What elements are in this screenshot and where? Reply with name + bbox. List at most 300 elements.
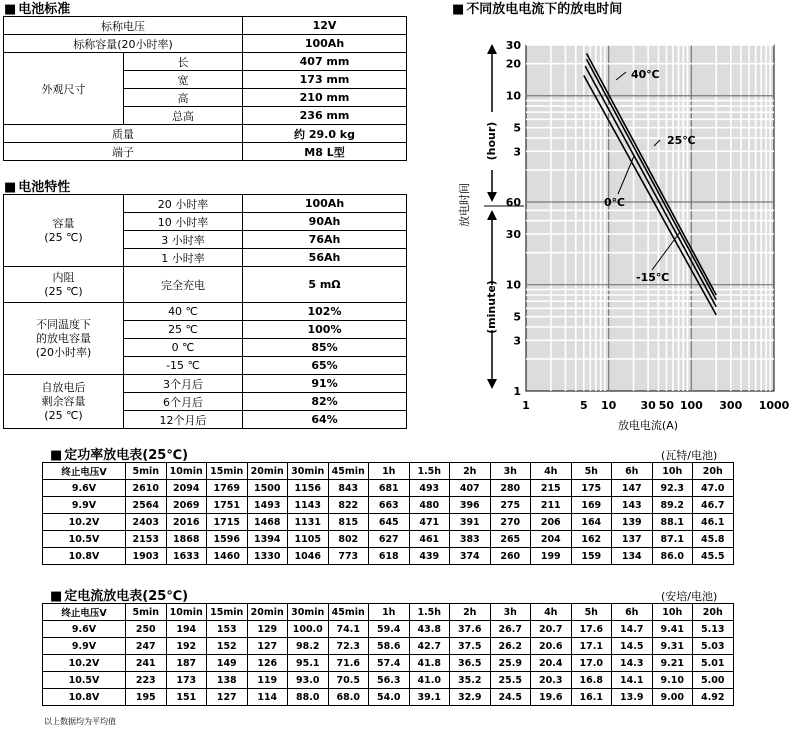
header-cell: 5h	[571, 463, 612, 480]
header-cell: 终止电压V	[43, 604, 126, 621]
table-cell: 187	[166, 655, 207, 672]
capacity-rate: 10 小时率	[124, 213, 243, 231]
table-row	[43, 531, 734, 548]
capacity-rate: 20 小时率	[124, 195, 243, 213]
y-unit-minute: (minute)	[485, 280, 498, 334]
table-cell: 71.6	[328, 655, 369, 672]
table-cell: 57.4	[369, 655, 410, 672]
characteristics-table	[3, 194, 407, 429]
table-cell: 36.5	[450, 655, 491, 672]
table-cell: 14.7	[612, 621, 653, 638]
table-row	[43, 480, 734, 497]
table-cell: 2403	[126, 514, 167, 531]
table-cell: 92.3	[652, 480, 693, 497]
y-tick-label-minute: 3	[513, 334, 521, 348]
table-header-row	[43, 463, 734, 480]
current-table-body	[43, 621, 734, 706]
table-cell: 138	[207, 672, 248, 689]
table-cell: 93.0	[288, 672, 329, 689]
capacity-row	[4, 195, 407, 213]
table-cell: 86.0	[652, 548, 693, 565]
y-tick-label-hour: 3	[513, 145, 521, 159]
spec-table	[3, 16, 407, 161]
table-cell: 2016	[166, 514, 207, 531]
header-cell: 30min	[288, 463, 329, 480]
table-row	[43, 514, 734, 531]
spec-label: 端子	[4, 143, 243, 161]
table-cell: 247	[126, 638, 167, 655]
temperature-capacity: 102%	[243, 303, 407, 321]
y-tick-label-hour: 5	[513, 121, 521, 135]
x-tick-label: 300	[719, 399, 743, 412]
temperature-capacity: 100%	[243, 321, 407, 339]
table-row	[43, 548, 734, 565]
table-cell: 5.13	[693, 621, 734, 638]
spec-value: 12V	[243, 17, 407, 35]
table-cell: 14.1	[612, 672, 653, 689]
cutoff-voltage-cell: 10.5V	[43, 672, 126, 689]
temperature-capacity: 85%	[243, 339, 407, 357]
table-cell: 164	[571, 514, 612, 531]
table-cell: 199	[531, 548, 572, 565]
series-label-neg15c: -15℃	[636, 271, 670, 284]
table-cell: 480	[409, 497, 450, 514]
table-cell: 119	[247, 672, 288, 689]
table-cell: 25.5	[490, 672, 531, 689]
dimension-label: 高	[124, 89, 243, 107]
header-cell: 1h	[369, 604, 410, 621]
table-cell: 5.03	[693, 638, 734, 655]
table-cell: 45.8	[693, 531, 734, 548]
cutoff-voltage-cell: 10.2V	[43, 514, 126, 531]
temperature-value-label: -15 ℃	[124, 357, 243, 375]
characteristics-title: ■ 电池特性	[4, 176, 70, 195]
header-cell: 10h	[652, 604, 693, 621]
table-cell: 9.41	[652, 621, 693, 638]
table-cell: 773	[328, 548, 369, 565]
table-cell: 1868	[166, 531, 207, 548]
spec-row-capacity	[4, 35, 407, 53]
table-cell: 211	[531, 497, 572, 514]
cutoff-voltage-cell: 9.9V	[43, 638, 126, 655]
table-cell: 1460	[207, 548, 248, 565]
table-cell: 1493	[247, 497, 288, 514]
table-cell: 1751	[207, 497, 248, 514]
header-cell: 5min	[126, 463, 167, 480]
capacity-label: 容量 (25 ℃)	[4, 195, 124, 267]
table-cell: 204	[531, 531, 572, 548]
table-cell: 645	[369, 514, 410, 531]
table-cell: 1769	[207, 480, 248, 497]
table-cell: 37.6	[450, 621, 491, 638]
table-cell: 280	[490, 480, 531, 497]
header-cell: 10h	[652, 463, 693, 480]
header-cell: 6h	[612, 463, 653, 480]
table-cell: 2564	[126, 497, 167, 514]
table-cell: 114	[247, 689, 288, 706]
spec-label: 标称容量(20小时率)	[4, 35, 243, 53]
table-cell: 127	[207, 689, 248, 706]
table-cell: 802	[328, 531, 369, 548]
table-cell: 16.8	[571, 672, 612, 689]
table-cell: 9.10	[652, 672, 693, 689]
table-cell: 56.3	[369, 672, 410, 689]
dimension-value: 210 mm	[243, 89, 407, 107]
resistance-condition: 完全充电	[124, 267, 243, 303]
table-cell: 14.3	[612, 655, 653, 672]
table-cell: 1330	[247, 548, 288, 565]
spec-label: 标称电压	[4, 17, 243, 35]
resistance-row	[4, 267, 407, 303]
resistance-label: 内阻 (25 ℃)	[4, 267, 124, 303]
power-table	[42, 462, 734, 565]
cutoff-voltage-cell: 10.8V	[43, 689, 126, 706]
table-cell: 72.3	[328, 638, 369, 655]
table-cell: 147	[612, 480, 653, 497]
table-cell: 47.0	[693, 480, 734, 497]
capacity-value: 56Ah	[243, 249, 407, 267]
table-cell: 17.6	[571, 621, 612, 638]
table-cell: 13.9	[612, 689, 653, 706]
table-cell: 822	[328, 497, 369, 514]
table-cell: 126	[247, 655, 288, 672]
table-cell: 843	[328, 480, 369, 497]
table-cell: 9.00	[652, 689, 693, 706]
temperature-label: 不同温度下 的放电容量 (20小时率)	[4, 303, 124, 375]
table-cell: 1468	[247, 514, 288, 531]
cutoff-voltage-cell: 9.9V	[43, 497, 126, 514]
table-cell: 32.9	[450, 689, 491, 706]
header-cell: 1h	[369, 463, 410, 480]
table-cell: 59.4	[369, 621, 410, 638]
table-cell: 1131	[288, 514, 329, 531]
table-row	[43, 638, 734, 655]
table-cell: 195	[126, 689, 167, 706]
table-cell: 24.5	[490, 689, 531, 706]
table-cell: 46.1	[693, 514, 734, 531]
table-cell: 1105	[288, 531, 329, 548]
self-discharge-value: 91%	[243, 375, 407, 393]
temperature-row	[4, 303, 407, 321]
table-row	[43, 655, 734, 672]
table-cell: 16.1	[571, 689, 612, 706]
table-cell: 68.0	[328, 689, 369, 706]
spec-row-voltage	[4, 17, 407, 35]
temperature-value-label: 40 ℃	[124, 303, 243, 321]
table-cell: 87.1	[652, 531, 693, 548]
table-cell: 42.7	[409, 638, 450, 655]
table-cell: 95.1	[288, 655, 329, 672]
header-cell: 3h	[490, 604, 531, 621]
current-table	[42, 603, 734, 706]
table-cell: 89.2	[652, 497, 693, 514]
table-cell: 241	[126, 655, 167, 672]
table-cell: 5.00	[693, 672, 734, 689]
header-cell: 4h	[531, 463, 572, 480]
power-table-title: ■ 定功率放电表(25℃)	[50, 444, 188, 463]
header-cell: 2h	[450, 463, 491, 480]
table-cell: 1046	[288, 548, 329, 565]
table-row	[43, 621, 734, 638]
table-cell: 46.7	[693, 497, 734, 514]
cutoff-voltage-cell: 10.5V	[43, 531, 126, 548]
header-cell: 1.5h	[409, 604, 450, 621]
table-cell: 58.6	[369, 638, 410, 655]
table-cell: 250	[126, 621, 167, 638]
table-cell: 493	[409, 480, 450, 497]
x-tick-label: 100	[679, 399, 703, 412]
self-discharge-value: 82%	[243, 393, 407, 411]
table-cell: 9.21	[652, 655, 693, 672]
temperature-value-label: 25 ℃	[124, 321, 243, 339]
table-cell: 1596	[207, 531, 248, 548]
x-tick-label: 5	[579, 399, 588, 412]
header-cell: 5min	[126, 604, 167, 621]
table-cell: 2610	[126, 480, 167, 497]
table-cell: 1633	[166, 548, 207, 565]
cutoff-voltage-cell: 9.6V	[43, 480, 126, 497]
series-label-0c: 0℃	[604, 196, 625, 209]
table-cell: 74.1	[328, 621, 369, 638]
table-cell: 270	[490, 514, 531, 531]
table-cell: 471	[409, 514, 450, 531]
table-cell: 129	[247, 621, 288, 638]
table-cell: 20.7	[531, 621, 572, 638]
current-table-unit: (安培/电池)	[661, 590, 718, 603]
table-cell: 41.0	[409, 672, 450, 689]
capacity-value: 76Ah	[243, 231, 407, 249]
spec-row-terminal	[4, 143, 407, 161]
dimension-label: 宽	[124, 71, 243, 89]
header-cell: 1.5h	[409, 463, 450, 480]
discharge-chart	[440, 20, 797, 440]
table-cell: 19.6	[531, 689, 572, 706]
table-row	[43, 689, 734, 706]
table-cell: 137	[612, 531, 653, 548]
cutoff-voltage-cell: 9.6V	[43, 621, 126, 638]
table-cell: 1394	[247, 531, 288, 548]
y-tick-label-hour: 20	[505, 57, 521, 71]
power-table-body	[43, 480, 734, 565]
table-cell: 5.01	[693, 655, 734, 672]
spec-value: 100Ah	[243, 35, 407, 53]
spec-value: M8 L型	[243, 143, 407, 161]
cutoff-voltage-cell: 10.2V	[43, 655, 126, 672]
table-cell: 1143	[288, 497, 329, 514]
spec-row-dimension	[4, 53, 407, 71]
header-cell: 20h	[693, 463, 734, 480]
spec-row-mass	[4, 125, 407, 143]
chart-title: ■ 不同放电电流下的放电时间	[452, 0, 622, 17]
table-cell: 206	[531, 514, 572, 531]
table-cell: 192	[166, 638, 207, 655]
table-cell: 26.2	[490, 638, 531, 655]
series-label-25c: 25℃	[667, 134, 696, 147]
header-cell: 15min	[207, 604, 248, 621]
table-cell: 127	[247, 638, 288, 655]
table-cell: 439	[409, 548, 450, 565]
table-cell: 17.0	[571, 655, 612, 672]
dimension-value: 407 mm	[243, 53, 407, 71]
table-cell: 88.0	[288, 689, 329, 706]
header-cell: 5h	[571, 604, 612, 621]
table-cell: 260	[490, 548, 531, 565]
y-tick-label-minute: 30	[505, 227, 521, 241]
header-cell: 15min	[207, 463, 248, 480]
table-cell: 20.4	[531, 655, 572, 672]
table-cell: 4.92	[693, 689, 734, 706]
table-cell: 100.0	[288, 621, 329, 638]
dimensions-label: 外观尺寸	[4, 53, 124, 125]
table-cell: 14.5	[612, 638, 653, 655]
x-tick-label: 30	[640, 399, 656, 412]
table-cell: 2069	[166, 497, 207, 514]
self-discharge-period: 3个月后	[124, 375, 243, 393]
self-discharge-period: 6个月后	[124, 393, 243, 411]
capacity-rate: 1 小时率	[124, 249, 243, 267]
table-cell: 17.1	[571, 638, 612, 655]
capacity-rate: 3 小时率	[124, 231, 243, 249]
table-cell: 681	[369, 480, 410, 497]
y-tick-label-minute: 5	[513, 310, 521, 324]
table-cell: 1715	[207, 514, 248, 531]
table-cell: 45.5	[693, 548, 734, 565]
series-label-40c: 40℃	[631, 68, 660, 81]
table-cell: 396	[450, 497, 491, 514]
table-cell: 374	[450, 548, 491, 565]
x-tick-label: 10	[601, 399, 617, 412]
header-cell: 45min	[328, 604, 369, 621]
table-row	[43, 672, 734, 689]
table-cell: 391	[450, 514, 491, 531]
table-cell: 151	[166, 689, 207, 706]
table-cell: 1500	[247, 480, 288, 497]
table-cell: 39.1	[409, 689, 450, 706]
table-cell: 194	[166, 621, 207, 638]
header-cell: 20min	[247, 463, 288, 480]
table-cell: 143	[612, 497, 653, 514]
y-tick-label-minute: 10	[505, 278, 521, 292]
table-header-row	[43, 604, 734, 621]
table-cell: 2094	[166, 480, 207, 497]
table-cell: 169	[571, 497, 612, 514]
self-discharge-row	[4, 375, 407, 393]
temperature-value-label: 0 ℃	[124, 339, 243, 357]
self-discharge-value: 64%	[243, 411, 407, 429]
dimension-label: 长	[124, 53, 243, 71]
table-cell: 223	[126, 672, 167, 689]
capacity-value: 100Ah	[243, 195, 407, 213]
table-cell: 20.6	[531, 638, 572, 655]
table-cell: 43.8	[409, 621, 450, 638]
header-cell: 4h	[531, 604, 572, 621]
y-axis-label: 放电时间	[458, 183, 471, 227]
table-cell: 2153	[126, 531, 167, 548]
header-cell: 45min	[328, 463, 369, 480]
resistance-value: 5 mΩ	[243, 267, 407, 303]
y-tick-label-minute: 1	[513, 385, 521, 398]
table-cell: 815	[328, 514, 369, 531]
y-tick-label-minute: 60	[505, 196, 521, 210]
table-cell: 88.1	[652, 514, 693, 531]
dimension-value: 236 mm	[243, 107, 407, 125]
y-tick-label-hour: 30	[505, 39, 521, 52]
self-discharge-label: 自放电后 剩余容量 (25 ℃)	[4, 375, 124, 429]
power-table-unit: (瓦特/电池)	[661, 449, 718, 462]
table-cell: 70.5	[328, 672, 369, 689]
table-cell: 1903	[126, 548, 167, 565]
x-tick-label: 50	[658, 399, 675, 412]
table-cell: 175	[571, 480, 612, 497]
table-cell: 98.2	[288, 638, 329, 655]
y-tick-label-hour: 10	[505, 89, 521, 103]
footnote: 以上数据均为平均值	[44, 717, 116, 726]
x-axis-label: 放电电流(A)	[617, 419, 679, 432]
temperature-capacity: 65%	[243, 357, 407, 375]
table-cell: 173	[166, 672, 207, 689]
table-cell: 265	[490, 531, 531, 548]
table-cell: 383	[450, 531, 491, 548]
header-cell: 30min	[288, 604, 329, 621]
spec-value: 约 29.0 kg	[243, 125, 407, 143]
table-cell: 25.9	[490, 655, 531, 672]
x-tick-label: 1000	[758, 399, 790, 412]
table-cell: 407	[450, 480, 491, 497]
header-cell: 2h	[450, 604, 491, 621]
spec-label: 质量	[4, 125, 243, 143]
table-cell: 139	[612, 514, 653, 531]
table-cell: 159	[571, 548, 612, 565]
dimension-label: 总高	[124, 107, 243, 125]
cutoff-voltage-cell: 10.8V	[43, 548, 126, 565]
table-cell: 461	[409, 531, 450, 548]
header-cell: 10min	[166, 604, 207, 621]
table-cell: 20.3	[531, 672, 572, 689]
table-row	[43, 497, 734, 514]
self-discharge-period: 12个月后	[124, 411, 243, 429]
header-cell: 20h	[693, 604, 734, 621]
table-cell: 162	[571, 531, 612, 548]
spec-title: ■ 电池标准	[4, 0, 70, 17]
header-cell: 3h	[490, 463, 531, 480]
table-cell: 1156	[288, 480, 329, 497]
table-cell: 153	[207, 621, 248, 638]
table-cell: 215	[531, 480, 572, 497]
table-cell: 41.8	[409, 655, 450, 672]
table-cell: 152	[207, 638, 248, 655]
table-cell: 149	[207, 655, 248, 672]
table-cell: 37.5	[450, 638, 491, 655]
header-cell: 6h	[612, 604, 653, 621]
plot-area	[526, 45, 774, 391]
x-tick-label: 1	[522, 399, 530, 412]
table-cell: 26.7	[490, 621, 531, 638]
header-cell: 10min	[166, 463, 207, 480]
table-cell: 9.31	[652, 638, 693, 655]
table-cell: 618	[369, 548, 410, 565]
table-cell: 35.2	[450, 672, 491, 689]
capacity-value: 90Ah	[243, 213, 407, 231]
table-cell: 663	[369, 497, 410, 514]
dimension-value: 173 mm	[243, 71, 407, 89]
header-cell: 20min	[247, 604, 288, 621]
table-cell: 54.0	[369, 689, 410, 706]
current-table-title: ■ 定电流放电表(25℃)	[50, 585, 188, 604]
y-unit-hour: (hour)	[485, 121, 498, 161]
table-cell: 627	[369, 531, 410, 548]
table-cell: 275	[490, 497, 531, 514]
header-cell: 终止电压V	[43, 463, 126, 480]
